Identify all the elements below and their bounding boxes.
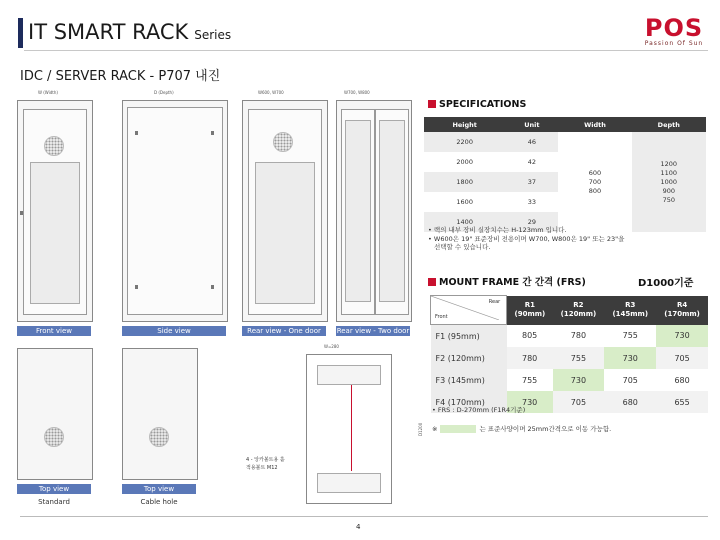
spec-title-text: SPECIFICATIONS <box>439 99 527 110</box>
depth-value: 900 <box>662 186 675 195</box>
frs-row-label: F3 (145mm) <box>431 369 507 391</box>
header-accent-bar <box>18 18 23 48</box>
spec-header-height: Height <box>424 117 505 132</box>
caption-side: Side view <box>122 326 226 336</box>
dim-top-depth: D1200 <box>418 422 423 436</box>
spec-unit: 29 <box>505 212 558 232</box>
frs-cell-standard: 730 <box>553 369 605 391</box>
frs-header <box>604 296 656 325</box>
spec-height: 2000 <box>456 158 473 166</box>
header-divider <box>24 50 708 51</box>
frs-header-id: R2 <box>573 301 584 309</box>
handle-icon <box>211 285 214 289</box>
spec-table <box>424 117 706 232</box>
cable-slot-bottom <box>317 473 381 493</box>
rack-drawings <box>14 86 423 516</box>
logo-tagline: Passion Of Sun <box>644 40 704 47</box>
depth-value: 1200 <box>660 159 678 168</box>
dim-top-width: W=280 <box>324 344 339 349</box>
spec-unit: 46 <box>505 132 558 152</box>
rear-two-door-rack <box>336 100 412 322</box>
note-mark: ※ <box>432 424 438 433</box>
frs-row-label: F2 (120mm) <box>431 347 507 369</box>
bolt-note-line1: 4 - 앙카볼트용 홀 <box>246 457 285 463</box>
frs-cell: 680 <box>604 391 656 413</box>
side-view-rack <box>122 100 228 322</box>
frs-note: • FRS : D-270mm (F1R4기준) <box>432 406 526 414</box>
footer-divider <box>20 516 708 517</box>
spec-height: 1400 <box>424 212 505 232</box>
frs-cell-standard: 730 <box>604 347 656 369</box>
table-row <box>431 369 709 391</box>
standard-note-text: 는 표준사양이며 25mm간격으로 이동 가능함. <box>479 425 612 433</box>
frs-cell: 755 <box>507 369 553 391</box>
front-view-rack <box>17 100 93 322</box>
spec-height: 1800 <box>424 172 505 192</box>
corner-front-label: Front <box>435 314 448 320</box>
square-bullet-icon <box>428 100 436 108</box>
mesh-panel <box>379 120 405 302</box>
caption-top-standard: Top view <box>17 484 91 494</box>
caption-top-cable: Top view <box>122 484 196 494</box>
frs-header-id: R4 <box>676 301 688 309</box>
frs-header-mm: (170mm) <box>664 310 700 318</box>
depth-value: 1000 <box>660 177 678 186</box>
frs-marker-line <box>351 385 352 471</box>
caption-rear-two: Rear view - Two door <box>336 327 410 335</box>
standard-swatch <box>440 425 476 433</box>
frs-header <box>656 296 708 325</box>
width-value: 700 <box>588 177 602 186</box>
spec-unit: 42 <box>527 158 537 166</box>
spec-unit: 37 <box>505 172 558 192</box>
depth-value: 750 <box>662 195 675 204</box>
vent-icon <box>149 427 169 447</box>
vent-icon <box>44 136 64 156</box>
frs-cell: 655 <box>656 391 708 413</box>
rear-door-left <box>341 109 375 315</box>
spec-height: 2200 <box>424 132 505 152</box>
spec-widths <box>558 132 631 232</box>
table-row <box>424 132 706 152</box>
frs-header-id: R3 <box>625 301 636 309</box>
frs-table <box>430 295 708 413</box>
title-text: IT SMART RACK <box>28 20 189 44</box>
frs-cell: 705 <box>553 391 605 413</box>
frs-section-title <box>428 274 586 288</box>
caption-rear-one: Rear view - One door <box>242 326 326 336</box>
frs-cell-standard: 730 <box>656 325 708 348</box>
frs-header-id: R1 <box>524 301 536 309</box>
frs-row-label: F4 (170mm) <box>431 391 507 413</box>
spec-depths <box>632 132 706 232</box>
spec-height: 1600 <box>456 198 473 206</box>
frs-cell: 780 <box>553 325 605 348</box>
label-standard: Standard <box>38 498 70 506</box>
frs-header-mm: (145mm) <box>612 310 649 318</box>
rear-one-door-rack <box>242 100 328 322</box>
front-door <box>23 109 87 315</box>
corner-rear-label: Rear <box>488 299 501 305</box>
spec-unit: 33 <box>527 198 537 206</box>
frs-cell: 805 <box>507 325 553 348</box>
dim-depth: D (Depth) <box>154 90 174 95</box>
spec-note: 선택할 수 있습니다. <box>434 243 491 251</box>
spec-header-depth: Depth <box>632 117 706 132</box>
frs-header-mm: (120mm) <box>560 310 597 318</box>
frs-row-label: F1 (95mm) <box>431 325 507 348</box>
mesh-panel <box>255 162 315 304</box>
frs-header <box>507 296 553 325</box>
anchor-bolt-note <box>246 456 285 472</box>
handle-icon <box>211 131 214 135</box>
frs-title-text: MOUNT FRAME 간 간격 (FRS) <box>439 277 586 288</box>
spec-header-width: Width <box>558 117 631 132</box>
frs-cell: 705 <box>604 369 656 391</box>
dim-w600: W600, W700 <box>258 90 284 95</box>
top-view-standard <box>17 348 93 480</box>
brand-logo <box>638 16 710 47</box>
mesh-panel <box>30 162 80 304</box>
width-value: 800 <box>588 186 602 195</box>
frs-header-mm: (90mm) <box>514 310 546 318</box>
spec-note: • 랙의 내부 장비 실장치수는 H-123mm 입니다. <box>428 226 567 234</box>
page-title <box>28 20 231 44</box>
dim-w700: W700, W800 <box>344 90 370 95</box>
frs-basis: D1000기준 <box>638 278 694 289</box>
frs-header <box>553 296 605 325</box>
label-cable-hole: Cable hole <box>140 498 178 506</box>
frs-cell-standard: 730 <box>507 391 553 413</box>
side-panel <box>127 107 223 315</box>
plan-view-rack <box>306 354 392 504</box>
vent-icon <box>44 427 64 447</box>
square-bullet-icon <box>428 278 436 286</box>
logo-wordmark: POS <box>644 14 704 42</box>
page-number: 4 <box>356 523 361 531</box>
frs-cell: 680 <box>656 369 708 391</box>
frs-cell: 755 <box>553 347 605 369</box>
width-value: 600 <box>588 168 602 177</box>
cable-slot-top <box>317 365 381 385</box>
depth-value: 1100 <box>660 168 678 177</box>
frs-cell: 705 <box>656 347 708 369</box>
rear-door-right <box>375 109 409 315</box>
spec-header-unit: Unit <box>505 117 558 132</box>
bolt-note-line2: 적용볼트 M12 <box>246 465 278 471</box>
top-view-cable-hole <box>122 348 198 480</box>
frs-cell: 780 <box>507 347 553 369</box>
frs-corner <box>431 296 507 325</box>
series-text: Series <box>194 28 232 42</box>
handle-icon <box>135 131 138 135</box>
dim-width: W (Width) <box>38 90 58 95</box>
table-row <box>431 325 709 348</box>
spec-note: • W600은 19" 표준장비 전용이며 W700, W800은 19" 또는 23"을 <box>428 234 625 243</box>
rear-door <box>248 109 322 315</box>
handle-icon <box>135 285 138 289</box>
table-row <box>431 347 709 369</box>
vent-icon <box>273 132 293 152</box>
product-subtitle: IDC / SERVER RACK - P707 내진 <box>20 69 221 84</box>
mesh-panel <box>345 120 371 302</box>
frs-cell: 755 <box>604 325 656 348</box>
handle-icon <box>20 211 23 215</box>
caption-front: Front view <box>17 326 91 336</box>
spec-notes <box>428 226 624 252</box>
spec-section-title <box>428 99 526 110</box>
standard-legend <box>432 424 611 433</box>
